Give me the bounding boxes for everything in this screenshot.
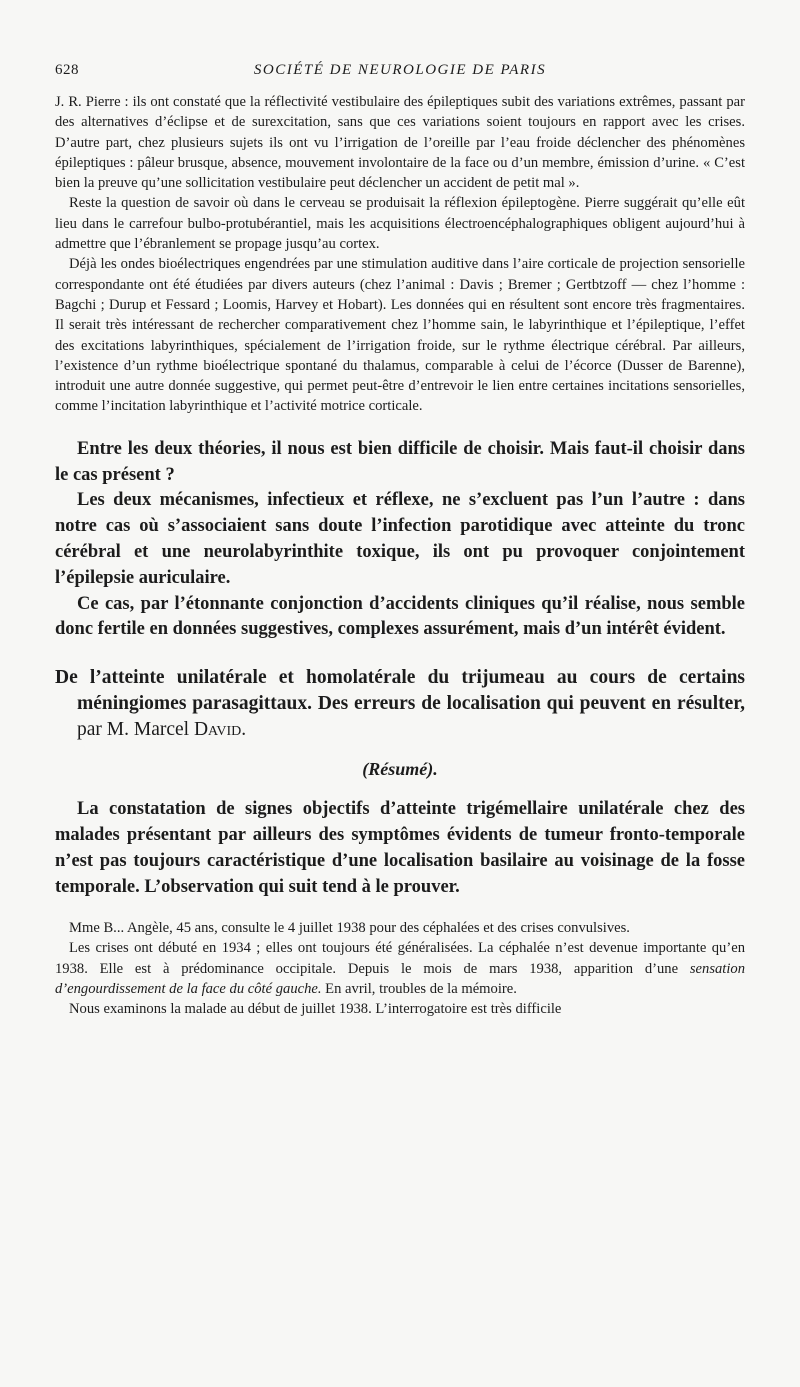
running-title: SOCIÉTÉ DE NEUROLOGIE DE PARIS [253, 62, 547, 78]
paragraph: Reste la question de savoir où dans le cerveau se produisait la réflexion épileptogène. Pierre suggérait qu’elle eût lieu dans le carrefour bulbo-protubérantiel, mais les acquisitions électroencéphalographiques obligent aujourd’hui à admettre que l’ébranlement se propage jusqu’au cortex. [55, 195, 745, 253]
paragraph: Nous examinons la malade au début de juillet 1938. L’interrogatoire est très difficile [69, 1001, 562, 1018]
emphasis: sensation d’engourdissement de la face du côté gauche. [55, 960, 745, 998]
paragraph: Ce cas, par l’étonnante conjonction d’accidents cliniques qu’il réalise, nous semble donc fertile en données suggestives, complexes assurément, mais d’un intérêt évident. [55, 593, 745, 640]
section-title [55, 665, 745, 743]
resume-label: (Résumé). [362, 759, 438, 780]
conclusion-text [55, 437, 745, 643]
page-number: 628 [55, 62, 79, 78]
section-byline: par M. Marcel [77, 719, 190, 741]
paragraph: Déjà les ondes bioélectriques engendrées par une stimulation auditive dans l’aire corticale de projection sensorielle correspondante ont été étudiées par divers auteurs (chez l’animal : Davis ; Bremer ; Gertbtzoff — chez l’homme : Bagchi ; Durup et Fessard ; Loomis, Harvey et Hobart). Les données qui en résultent sont encore très fragmentaires. Il serait très intéressant de rechercher comparativement chez l’homme sain, le labyrinthique et l’épileptique, l’effet des excitations labyrinthiques, spécialement de l’irrigation froide, sur le rythme électrique cérébral. Par ailleurs, l’existence d’un rythme bioélectrique spontané du thalamus, comparable à celui de l’écorce (Dusser de Barenne), introduit une autre donnée suggestive, qui permet peut-être d’entrevoir le lien entre certaines incitations sensorielles, comme l’incitation labyrinthique et l’activité motrice corticale. [55, 256, 745, 415]
page [55, 62, 745, 1020]
paragraph [55, 938, 745, 999]
paragraph: Entre les deux théories, il nous est bien difficile de choisir. Mais faut-il choisir dans le cas présent ? [55, 438, 745, 485]
paragraph: Les deux mécanismes, infectieux et réflexe, ne s’excluent pas l’un l’autre : dans notre cas où s’associaient sans doute l’infection parotidique avec atteinte du tronc cérébral et une neurolabyrinthite toxique, ils ont pu provoquer conjointement l’épilepsie auriculaire. [55, 490, 745, 588]
intro-text [55, 92, 745, 417]
section-author: David. [193, 719, 247, 741]
text-run: En avril, troubles de la mémoire. [321, 981, 517, 998]
resume-text [55, 796, 745, 900]
running-header [55, 62, 745, 92]
paragraph: La constatation de signes objectifs d’atteinte trigémellaire unilatérale chez des malades présentant par ailleurs des symptômes évidents de tumeur fronto-temporale n’est pas toujours caractéristique d’une localisation basilaire au voisinage de la fosse temporale. L’observation qui suit tend à le prouver. [55, 799, 745, 898]
paragraph: Mme B... Angèle, 45 ans, consulte le 4 juillet 1938 pour des céphalées et des crises convulsives. [69, 920, 630, 937]
section-title-text: De l’atteinte unilatérale et homolatérale du trijumeau au cours de certains méningiomes parasagittaux. Des erreurs de localisation qui peuvent en résulter, [55, 667, 745, 715]
paragraph: J. R. Pierre : ils ont constaté que la réflectivité vestibulaire des épileptiques subit des variations extrêmes, passant par des alternatives d’éclipse et de surexcitation, sans que ces variations soient toujours en rapport avec les crises. D’autre part, chez plusieurs sujets ils ont vu l’irrigation de l’oreille par l’eau froide déclencher des phénomènes épileptiques : pâleur brusque, absence, mouvement involontaire de la face ou d’un membre, émission d’urine. « C’est bien la preuve qu’une sollicitation vestibulaire peut déclencher un accident de petit mal ». [55, 94, 745, 192]
text-run: Les crises ont débuté en 1934 ; elles ont toujours été généralisées. La céphalée n’est devenue importante qu’en 1938. Elle est à prédominance occipitale. Depuis le mois de mars 1938, apparition d’une [55, 940, 745, 977]
observation-text [55, 918, 745, 1019]
